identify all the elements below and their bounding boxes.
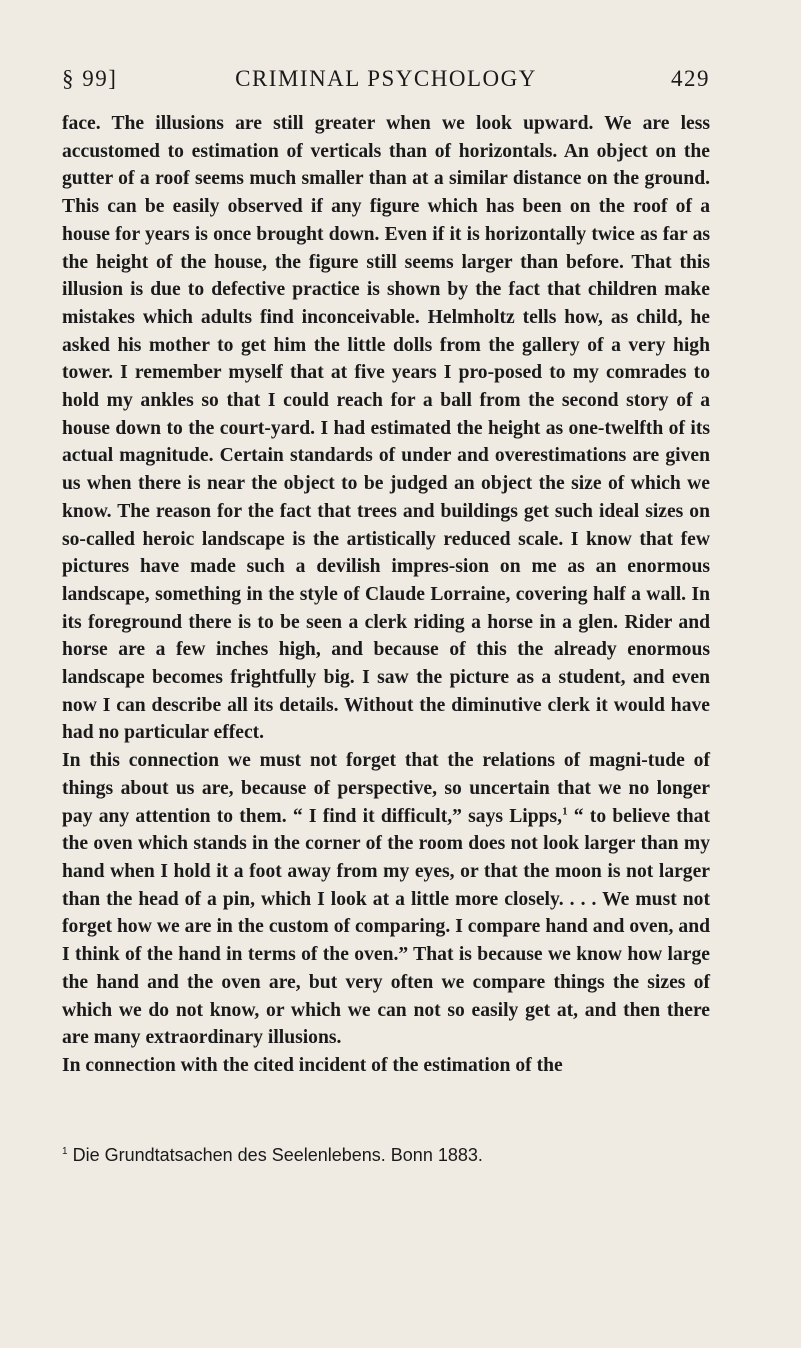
running-header	[62, 66, 710, 96]
footnote	[62, 1144, 710, 1166]
body-text	[62, 110, 710, 1080]
footnote-text: Die Grundtatsachen des Seelenlebens. Bonn 1883.	[72, 1145, 483, 1165]
paragraph-2-part-2: “ to believe that the oven which stands in the corner of the room does not look larger than my hand when I hold it a foot away from my eyes, or that the moon is not larger than the head of a pin, which I look at a little more closely. . . . We must not forget how we are in the custom of comparing. I compare hand and oven, and I think of the hand in terms of the oven.” That is because we know how large the hand and the oven are, but very often we compare things the sizes of which we do not know, or which we can not so easily get at, and then there are many extraordinary illusions.	[62, 805, 710, 1049]
paragraph-1: face. The illusions are still greater when we look upward. We are less accustomed to estimation of verticals than of horizontals. An object on the gutter of a roof seems much smaller than at a similar distance on the ground. This can be easily observed if any figure which has been on the roof of a house for years is once brought down. Even if it is horizontally twice as far as the height of the house, the figure still seems larger than before. That this illusion is due to defective practice is shown by the fact that children make mistakes which adults find inconceivable. Helmholtz tells how, as child, he asked his mother to get him the little dolls from the gallery of a very high tower. I remember myself that at five years I pro-posed to my comrades to hold my ankles so that I could reach for a ball from the second story of a house down to the court-yard. I had estimated the height as one-twelfth of its actual magnitude. Certain standards of under and overestimations are given us when there is near the object to be judged an object the size of which we know. The reason for the fact that trees and buildings get such ideal sizes on so-called heroic landscape is the artistically reduced scale. I know that few pictures have made such a devilish impres-sion on me as an enormous landscape, something in the style of Claude Lorraine, covering half a wall. In its foreground there is to be seen a clerk riding a horse in a glen. Rider and horse are a few inches high, and because of this the already enormous landscape becomes frightfully big. I saw the picture as a student, and even now I can describe all its details. Without the diminutive clerk it would have had no particular effect.	[62, 113, 710, 744]
footnote-reference: 1	[562, 805, 568, 818]
paragraph-2-part-1: In this connection we must not forget that the relations of magni-tude of things about us are, because of perspective, so uncertain that we no longer pay any attention to them. “ I find it difficult,” says Lipps,	[62, 750, 710, 827]
page-number: 429	[671, 66, 710, 91]
paragraph-2	[62, 747, 710, 1052]
footnote-marker: 1	[62, 1146, 68, 1157]
running-title: CRIMINAL PSYCHOLOGY	[235, 66, 537, 91]
paragraph-3: In connection with the cited incident of the estimation of the	[62, 1054, 563, 1076]
section-marker: § 99]	[62, 66, 118, 91]
